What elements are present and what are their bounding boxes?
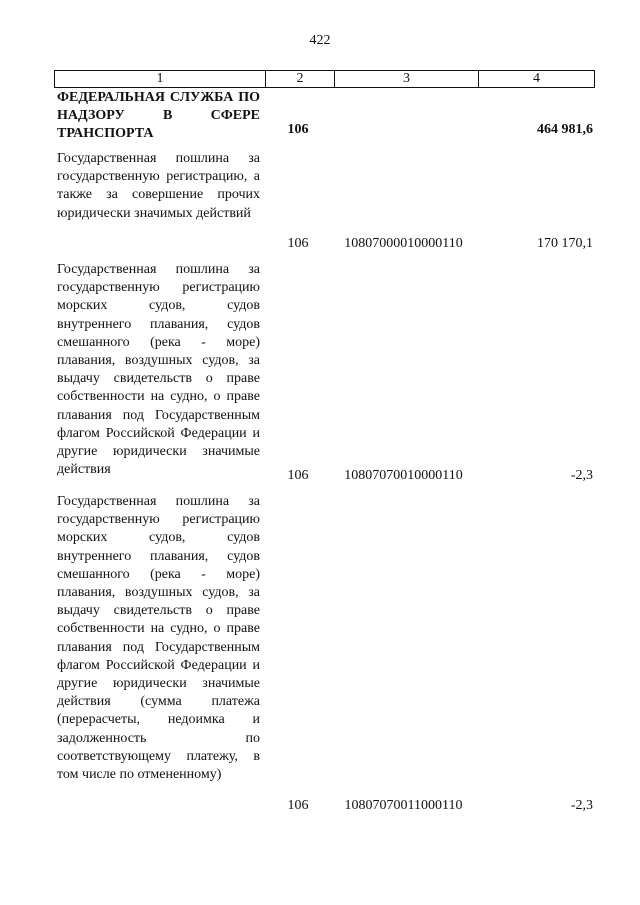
table-row bbox=[54, 493, 595, 815]
row-amount: -2,3 bbox=[570, 798, 593, 813]
table-row-agency bbox=[54, 89, 595, 139]
row-kbk: 10807070011000110 bbox=[344, 798, 463, 813]
row-amount: 170 170,1 bbox=[537, 236, 593, 251]
row-code: 106 bbox=[287, 468, 309, 483]
row-kbk: 10807070010000110 bbox=[344, 468, 463, 483]
column-header-1: 1 bbox=[156, 71, 164, 86]
row-name: Государственная пошлина за государственную регистрацию, а также за совершение прочих юридически значимых действий bbox=[57, 151, 260, 221]
table-row bbox=[54, 261, 595, 485]
row-code: 106 bbox=[287, 122, 309, 137]
column-header-2: 2 bbox=[265, 71, 334, 87]
column-header-4: 4 bbox=[478, 71, 594, 87]
row-code: 106 bbox=[287, 236, 309, 251]
column-header-3: 3 bbox=[334, 71, 478, 87]
row-name: Государственная пошлина за государственную регистрацию морских судов, судов внутреннего плавания, судов смешанного (река - море) плавания, воздушных судов, за выдачу свидетельств о праве собственности на судно, о праве плавания под Государственным флагом Российской Федерации и другие юридически значимые действия (сумма платежа (перерасчеты, недоимка и задолженность по соответствующему платежу, в том числе по отмененному) bbox=[57, 494, 260, 783]
table-header bbox=[54, 70, 595, 88]
row-amount: -2,3 bbox=[570, 468, 593, 483]
row-amount: 464 981,6 bbox=[537, 122, 593, 137]
table-row bbox=[54, 150, 595, 253]
row-name: ФЕДЕРАЛЬНАЯ СЛУЖБА ПО НАДЗОРУ В СФЕРЕ ТРАНСПОРТА bbox=[57, 90, 260, 141]
row-kbk: 10807000010000110 bbox=[344, 236, 463, 251]
row-name: Государственная пошлина за государственную регистрацию морских судов, судов внутреннего плавания, судов смешанного (река - море) плавания, воздушных судов, за выдачу свидетельств о праве собственности на судно, о праве плавания под Государственным флагом Российской Федерации и другие юридически значимые действия bbox=[57, 262, 260, 478]
page-number: 422 bbox=[309, 33, 331, 48]
row-code: 106 bbox=[287, 798, 309, 813]
